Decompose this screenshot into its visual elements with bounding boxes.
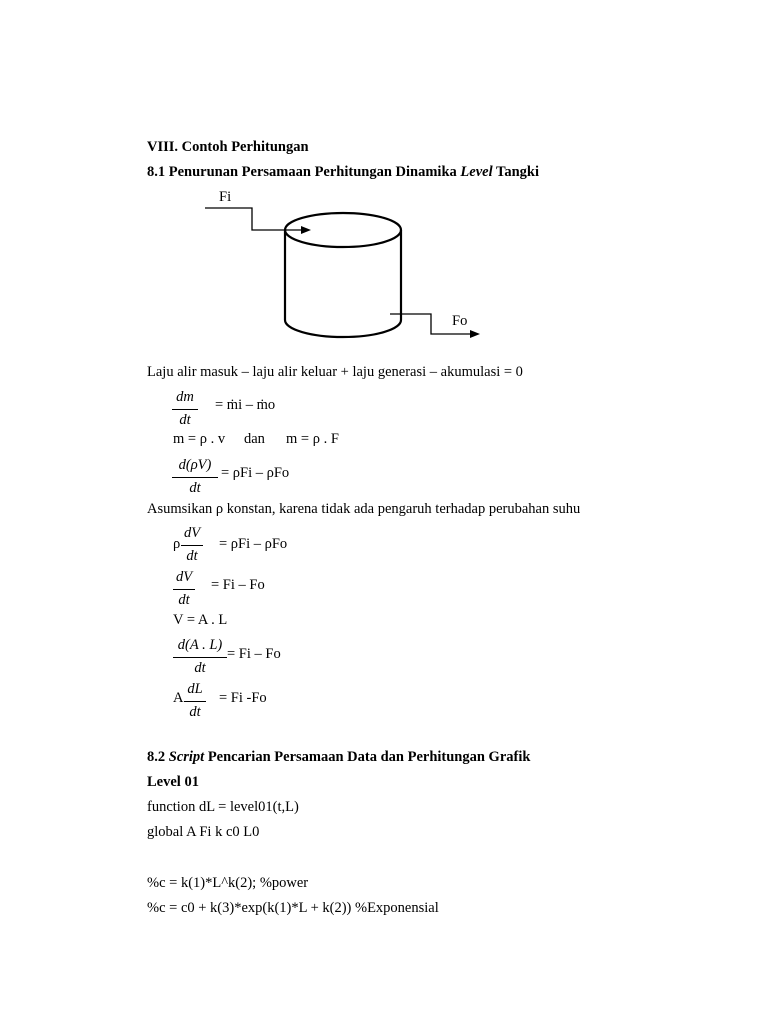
code-line-4: %c = c0 + k(3)*exp(k(1)*L + k(2)) %Exponensial [147,900,439,916]
eq7-fraction [173,638,227,675]
eq7-denominator: dt [194,659,206,676]
eq8-numerator: dL [187,681,203,697]
eq4-denominator: dt [186,547,198,564]
eq2-left: m = ρ . v [173,431,226,447]
level-heading: Level 01 [147,774,199,790]
eq7-rhs: = Fi – Fo [227,646,281,662]
subsection-8-1-italic: Level [460,164,493,180]
outlet-arrowhead [470,330,480,338]
eq2-conjunction: dan [244,431,265,447]
subsection-heading-8-2 [147,750,530,765]
section-heading: VIII. Contoh Perhitungan [147,139,309,155]
eq5-fraction [173,570,195,607]
eq8-rhs: = Fi -Fo [219,690,267,706]
eq1-denominator: dt [179,411,191,428]
eq5-denominator: dt [178,591,190,608]
code-line-1: function dL = level01(t,L) [147,799,299,815]
eq5-rhs: = Fi – Fo [211,577,265,593]
mass-balance-statement: Laju alir masuk – laju alir keluar + laju generasi – akumulasi = 0 [147,364,523,380]
subsection-8-1-prefix: 8.1 Penurunan Persamaan Perhitungan Dinamika [147,164,461,180]
outlet-arrow [390,314,472,334]
eq5-numerator: dV [175,569,193,585]
code-line-3: %c = k(1)*L^k(2); %power [147,875,309,891]
subsection-8-2-italic: Script [168,749,205,765]
eq4-fraction [181,526,203,563]
code-line-2: global A Fi k c0 L0 [147,824,260,840]
eq3-fraction [172,458,218,495]
subsection-heading-8-1 [147,165,539,180]
eq8-fraction [184,682,206,719]
subsection-8-2-suffix: Pencarian Persamaan Data dan Perhitungan Grafik [204,749,531,765]
eq8-denominator: dt [189,703,201,720]
inlet-arrow [205,208,303,230]
eq4-numerator: dV [183,525,201,541]
eq3-rhs: = ρFi – ρFo [221,465,290,481]
eq8-prefix: A [173,690,184,706]
eq4-rhs: = ρFi – ρFo [219,536,288,552]
tank-diagram [195,200,485,345]
subsection-8-1-suffix: Tangki [492,164,539,180]
eq1-numerator: dm [176,389,194,405]
eq2-right: m = ρ . F [286,431,339,447]
inlet-flow-label: Fi [219,189,232,205]
eq3-denominator: dt [189,479,201,496]
eq4-prefix: ρ [173,536,181,552]
assumption-statement: Asumsikan ρ konstan, karena tidak ada pengaruh terhadap perubahan suhu [147,501,581,517]
eq1-fraction [172,390,198,427]
inlet-arrowhead [301,226,311,234]
eq7-numerator: d(A . L) [177,637,223,653]
eq1-rhs: = ṁi – ṁo [215,397,276,413]
subsection-8-2-prefix: 8.2 [147,749,169,765]
eq3-numerator: d(ρV) [178,457,212,473]
outlet-flow-label: Fo [452,313,468,329]
eq6: V = A . L [173,612,228,628]
